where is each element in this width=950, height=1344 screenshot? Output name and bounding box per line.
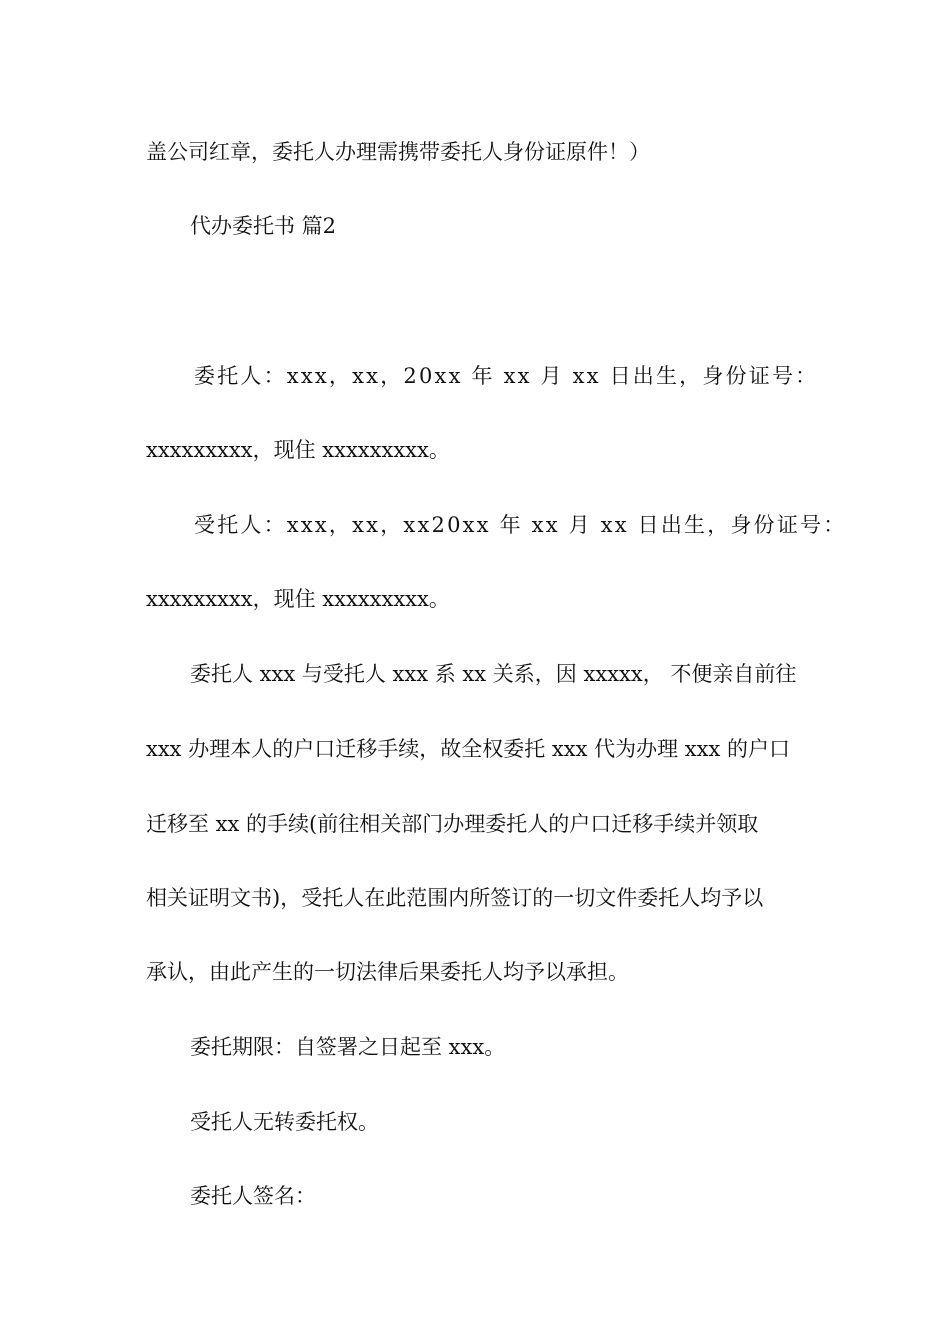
paragraph-line: 迁移至 xx 的手续(前往相关部门办理委托人的户口迁移手续并领取 [146,812,759,836]
principal-info-line: 委托人：xxx，xx，20xx 年 xx 月 xx 日出生，身份证号： [194,364,819,388]
paragraph-line: 委托人 xxx 与受托人 xxx 系 xx 关系，因 xxxxx， 不便亲自前往 [190,662,797,686]
principal-address-line: xxxxxxxxx，现住 xxxxxxxxx。 [146,438,450,462]
paragraph-line: 承认，由此产生的一切法律后果委托人均予以承担。 [146,960,629,984]
section-heading: 代办委托书 篇2 [190,214,337,238]
paragraph-line: 相关证明文书)，受托人在此范围内所签订的一切文件委托人均予以 [146,886,764,910]
term-line: 委托期限：自签署之日起至 xxx。 [190,1035,506,1059]
paragraph-line: xxx 办理本人的户口迁移手续，故全权委托 xxx 代为办理 xxx 的户口 [146,737,790,761]
agent-info-line: 受托人：xxx，xx，xx20xx 年 xx 月 xx 日出生，身份证号： [194,513,847,537]
signature-label: 委托人签名： [190,1184,316,1208]
agent-address-line: xxxxxxxxx，现住 xxxxxxxxx。 [146,587,450,611]
no-subdelegation-line: 受托人无转委托权。 [190,1110,379,1134]
paragraph-line: 盖公司红章，委托人办理需携带委托人身份证原件！） [146,140,650,164]
